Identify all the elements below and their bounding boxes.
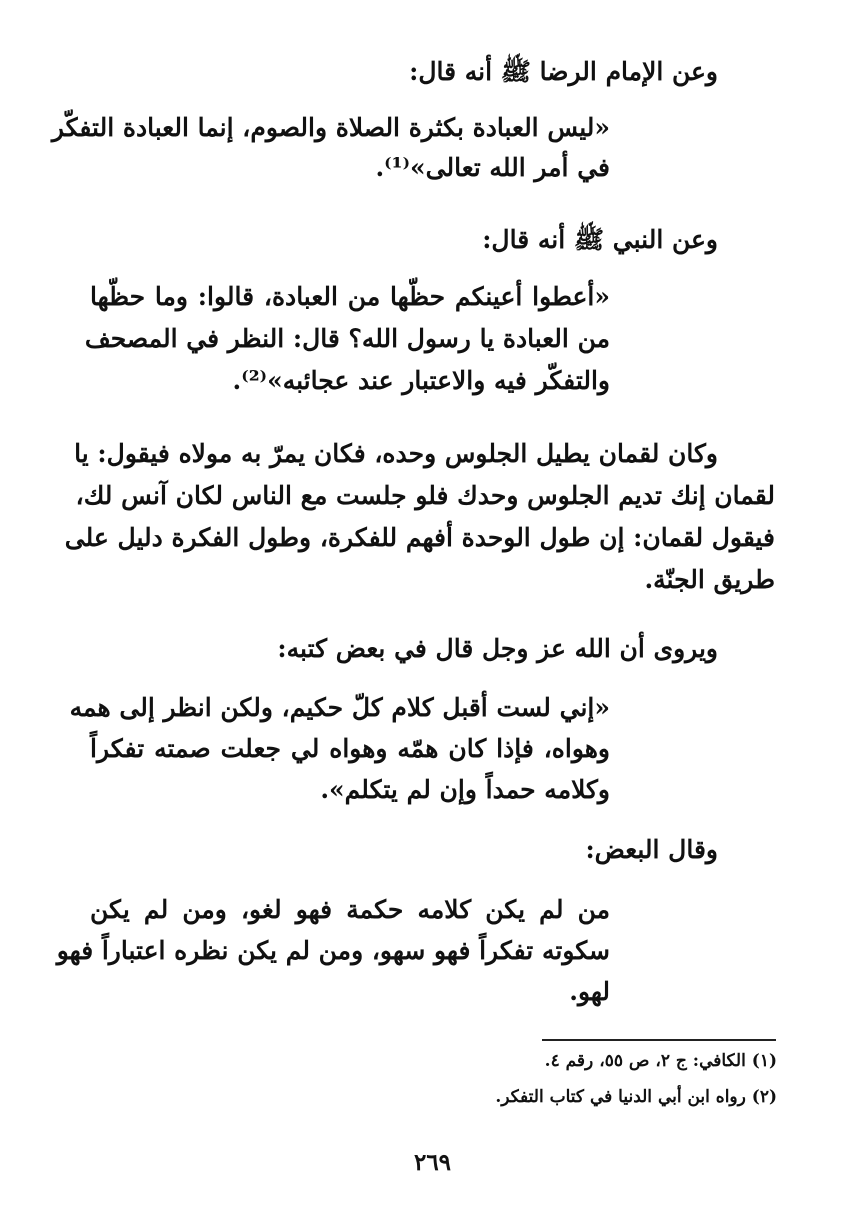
quote-3-line-2: وهواه، فإذا كان همّه وهواه لي جعلت صمته تفكراً xyxy=(90,734,610,763)
paragraph-prophet-intro: وعن النبي ﷺ أنه قال: xyxy=(482,225,718,254)
quote-1-line-2: في أمر الله تعالى»⁽¹⁾. xyxy=(375,153,610,182)
quote-2-line-3: والتفكّر فيه والاعتبار عند عجائبه»⁽²⁾. xyxy=(232,366,610,395)
footnote-2: (٢) رواه ابن أبي الدنيا في كتاب التفكر. xyxy=(495,1087,777,1107)
saying-line-1: من لم يكن كلامه حكمة فهو لغو، ومن لم يكن xyxy=(90,895,610,924)
saying-line-2: سكوته تفكراً فهو سهو، ومن لم يكن نظره اعتباراً فهو xyxy=(56,936,610,965)
luqman-paragraph-line-4: طريق الجنّة. xyxy=(644,565,775,594)
footnote-1: (١) الكافي: ج ٢، ص ٥٥، رقم ٤. xyxy=(544,1051,777,1071)
paragraph-imam-rida-intro: وعن الإمام الرضا ﷺ أنه قال: xyxy=(409,57,718,86)
page-number: ٢٦٩ xyxy=(413,1149,452,1176)
quote-3-line-3: وكلامه حمداً وإن لم يتكلم». xyxy=(320,775,610,804)
luqman-paragraph-line-1: وكان لقمان يطيل الجلوس وحده، فكان يمرّ به مولاه فيقول: يا xyxy=(74,439,718,468)
luqman-paragraph-line-2: لقمان إنك تديم الجلوس وحدك فلو جلست مع الناس لكان آنس لك، xyxy=(75,481,775,510)
quote-2-line-2: من العبادة يا رسول الله؟ قال: النظر في المصحف xyxy=(84,324,610,353)
quote-3-line-1: «إني لست أقبل كلام كلّ حكيم، ولكن انظر إلى همه xyxy=(69,693,610,722)
paragraph-divine-intro: ويروى أن الله عز وجل قال في بعض كتبه: xyxy=(277,634,718,663)
paragraph-some-said-intro: وقال البعض: xyxy=(585,835,718,864)
luqman-paragraph-line-3: فيقول لقمان: إن طول الوحدة أفهم للفكرة، وطول الفكرة دليل على xyxy=(64,523,775,552)
quote-2-line-1: «أعطوا أعينكم حظّها من العبادة، قالوا: وما حظّها xyxy=(90,282,610,311)
footnote-divider xyxy=(542,1039,776,1041)
quote-1-line-1: «ليس العبادة بكثرة الصلاة والصوم، إنما العبادة التفكّر xyxy=(51,113,610,142)
saying-line-3: لهو. xyxy=(569,977,610,1006)
